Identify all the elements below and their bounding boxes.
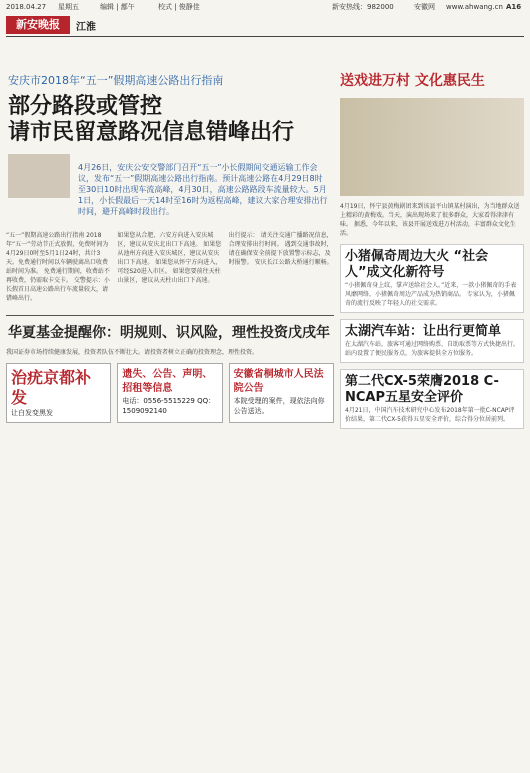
story-opera-photo bbox=[340, 98, 524, 196]
newspaper-logo: 新安晚报 bbox=[6, 16, 70, 34]
ad-hair-text: 让白发变黑发 bbox=[11, 409, 53, 417]
brand: 安徽网 bbox=[414, 3, 435, 11]
ad-court bbox=[229, 363, 334, 423]
headline-line-2: 请市民留意路况信息错峰出行 bbox=[8, 120, 295, 145]
story-peppa-title: 小猪佩奇周边大火 “社会人”成文化新符号 bbox=[345, 249, 489, 280]
editor: 编辑 | 鄯午 bbox=[100, 3, 135, 11]
ad-hair bbox=[6, 363, 111, 423]
story-cx5-title: 第二代CX-5荣膺2018 C-NCAP五星安全评价 bbox=[345, 374, 499, 405]
story-opera-text: 4月19日，怀宁县黄梅剧团来到该县平山镇某村演出，为当地群众送上精彩的黄梅戏。当天，演出现场来了很多群众，大家看得津津有味。 据悉，今年以来，该县开展送戏进万村活动，丰富群众文化生活。 bbox=[340, 203, 520, 237]
weekday: 星期五 bbox=[58, 3, 79, 11]
story-bus-text: 在太湖汽车站，旅客可通过网络购票、自助取票等方式快捷出行。站内设置了便民服务点，为旅客提供全方位服务。 bbox=[345, 341, 520, 357]
top-bar bbox=[0, 0, 530, 14]
article-columns bbox=[6, 231, 334, 307]
ad-row bbox=[6, 363, 334, 423]
story-cx5-box bbox=[340, 369, 524, 429]
summary-image bbox=[8, 154, 70, 198]
ad-hair-title: 治疣京都补发 bbox=[11, 368, 92, 407]
story-bus-title: 太湖汽车站：让出行更简单 bbox=[345, 324, 502, 339]
ad-classifieds-text: 电话：0556-5515229 QQ：1509092140 bbox=[122, 397, 216, 415]
article-column-2: 如果您从合肥、六安方向进入安庆城区，建议从安庆北出口下高速。 如果您从池州方向进入安庆城区，建议从安庆出口下高速。 如果您从怀宁方向进入，可经S20进入市区。 如果您要前往天柱山景区，建议从天柱山出口下高速。 bbox=[117, 232, 222, 284]
news-hotline: 新安热线：982000 bbox=[332, 3, 394, 11]
right-column bbox=[340, 38, 524, 429]
proofreader: 校式 | 俊静佳 bbox=[158, 3, 200, 11]
page-number: A16 bbox=[506, 3, 522, 11]
headline-line-1: 部分路段或管控 bbox=[8, 94, 163, 119]
story-peppa-text: “小猪佩奇身上纹，掌声送给社会人。”近来，一款小猪佩奇的手表风靡网络，小猪佩奇周边产品成为热销商品。 专家认为，小猪佩奇的流行反映了年轻人的社交需求。 bbox=[345, 282, 517, 307]
site-url: www.ahwang.cn bbox=[446, 3, 503, 11]
article-column-1: “五一”假期高速公路出行指南 2018年“五一”劳动节正式放假，免费时间为4月29日0时至5月1日24时，共计3天。免费通行时间以车辆驶离出口收费站时间为准。 免费通行期间，收费站不再收费，仍需取卡交卡。 交警提示：小长假首日高速公路出行车流量较大，请错峰出行。 bbox=[6, 232, 110, 302]
article-column-3: 出行提示： 请关注交通广播路况信息，合理安排出行时间。 遇到交通事故时，请在确保安全前提下放置警示标志，及时报警。 安庆长江公路大桥通行顺畅。 bbox=[228, 232, 333, 266]
masthead bbox=[6, 16, 524, 37]
ad-classifieds bbox=[117, 363, 222, 423]
headline bbox=[8, 94, 334, 146]
divider bbox=[6, 315, 334, 316]
article-kicker: 安庆市2018年“五一”假期高速公路出行指南 bbox=[8, 74, 224, 87]
story-opera-title: 送戏进万村 文化惠民生 bbox=[340, 73, 485, 89]
main-article bbox=[6, 38, 334, 423]
story-peppa-box bbox=[340, 244, 524, 313]
ad-classifieds-title: 遗失、公告、声明、招租等信息 bbox=[122, 369, 213, 394]
story-cx5-text: 4月21日，中国汽车技术研究中心发布2018年第一批C-NCAP评价结果，第二代CX-5获得五星安全评价，综合得分位居前列。 bbox=[345, 407, 515, 423]
ad-court-title: 安徽省桐城市人民法院公告 bbox=[233, 369, 324, 394]
section-title: 江淮 bbox=[76, 22, 96, 33]
summary-text: 4月26日，安庆公安交警部门召开“五一”小长假期间交通运输工作会议，发布“五一”假期高速公路出行指南。预计高速公路在4月29日8时至30日10时出现车流高峰，4月30日，高速公路路段车流量较大。5月1日，小长假最后一天14时至16时为返程高峰，建议大家合理安排出行时间，避开高峰时段出行。 bbox=[78, 163, 328, 216]
fund-ad-title: 华夏基金提醒你：明规则、识风险，理性投资戊戌年 bbox=[8, 325, 330, 341]
ad-court-text: 本院受理的案件，现依法向你公告送达。 bbox=[233, 397, 325, 415]
story-bus-box bbox=[340, 319, 524, 363]
fund-ad-text: 我国证券市场持续健康发展，投资者队伍不断壮大。请投资者树立正确的投资理念，理性投资。 bbox=[6, 349, 259, 356]
date: 2018.04.27 bbox=[6, 3, 47, 11]
article-summary bbox=[8, 154, 334, 225]
